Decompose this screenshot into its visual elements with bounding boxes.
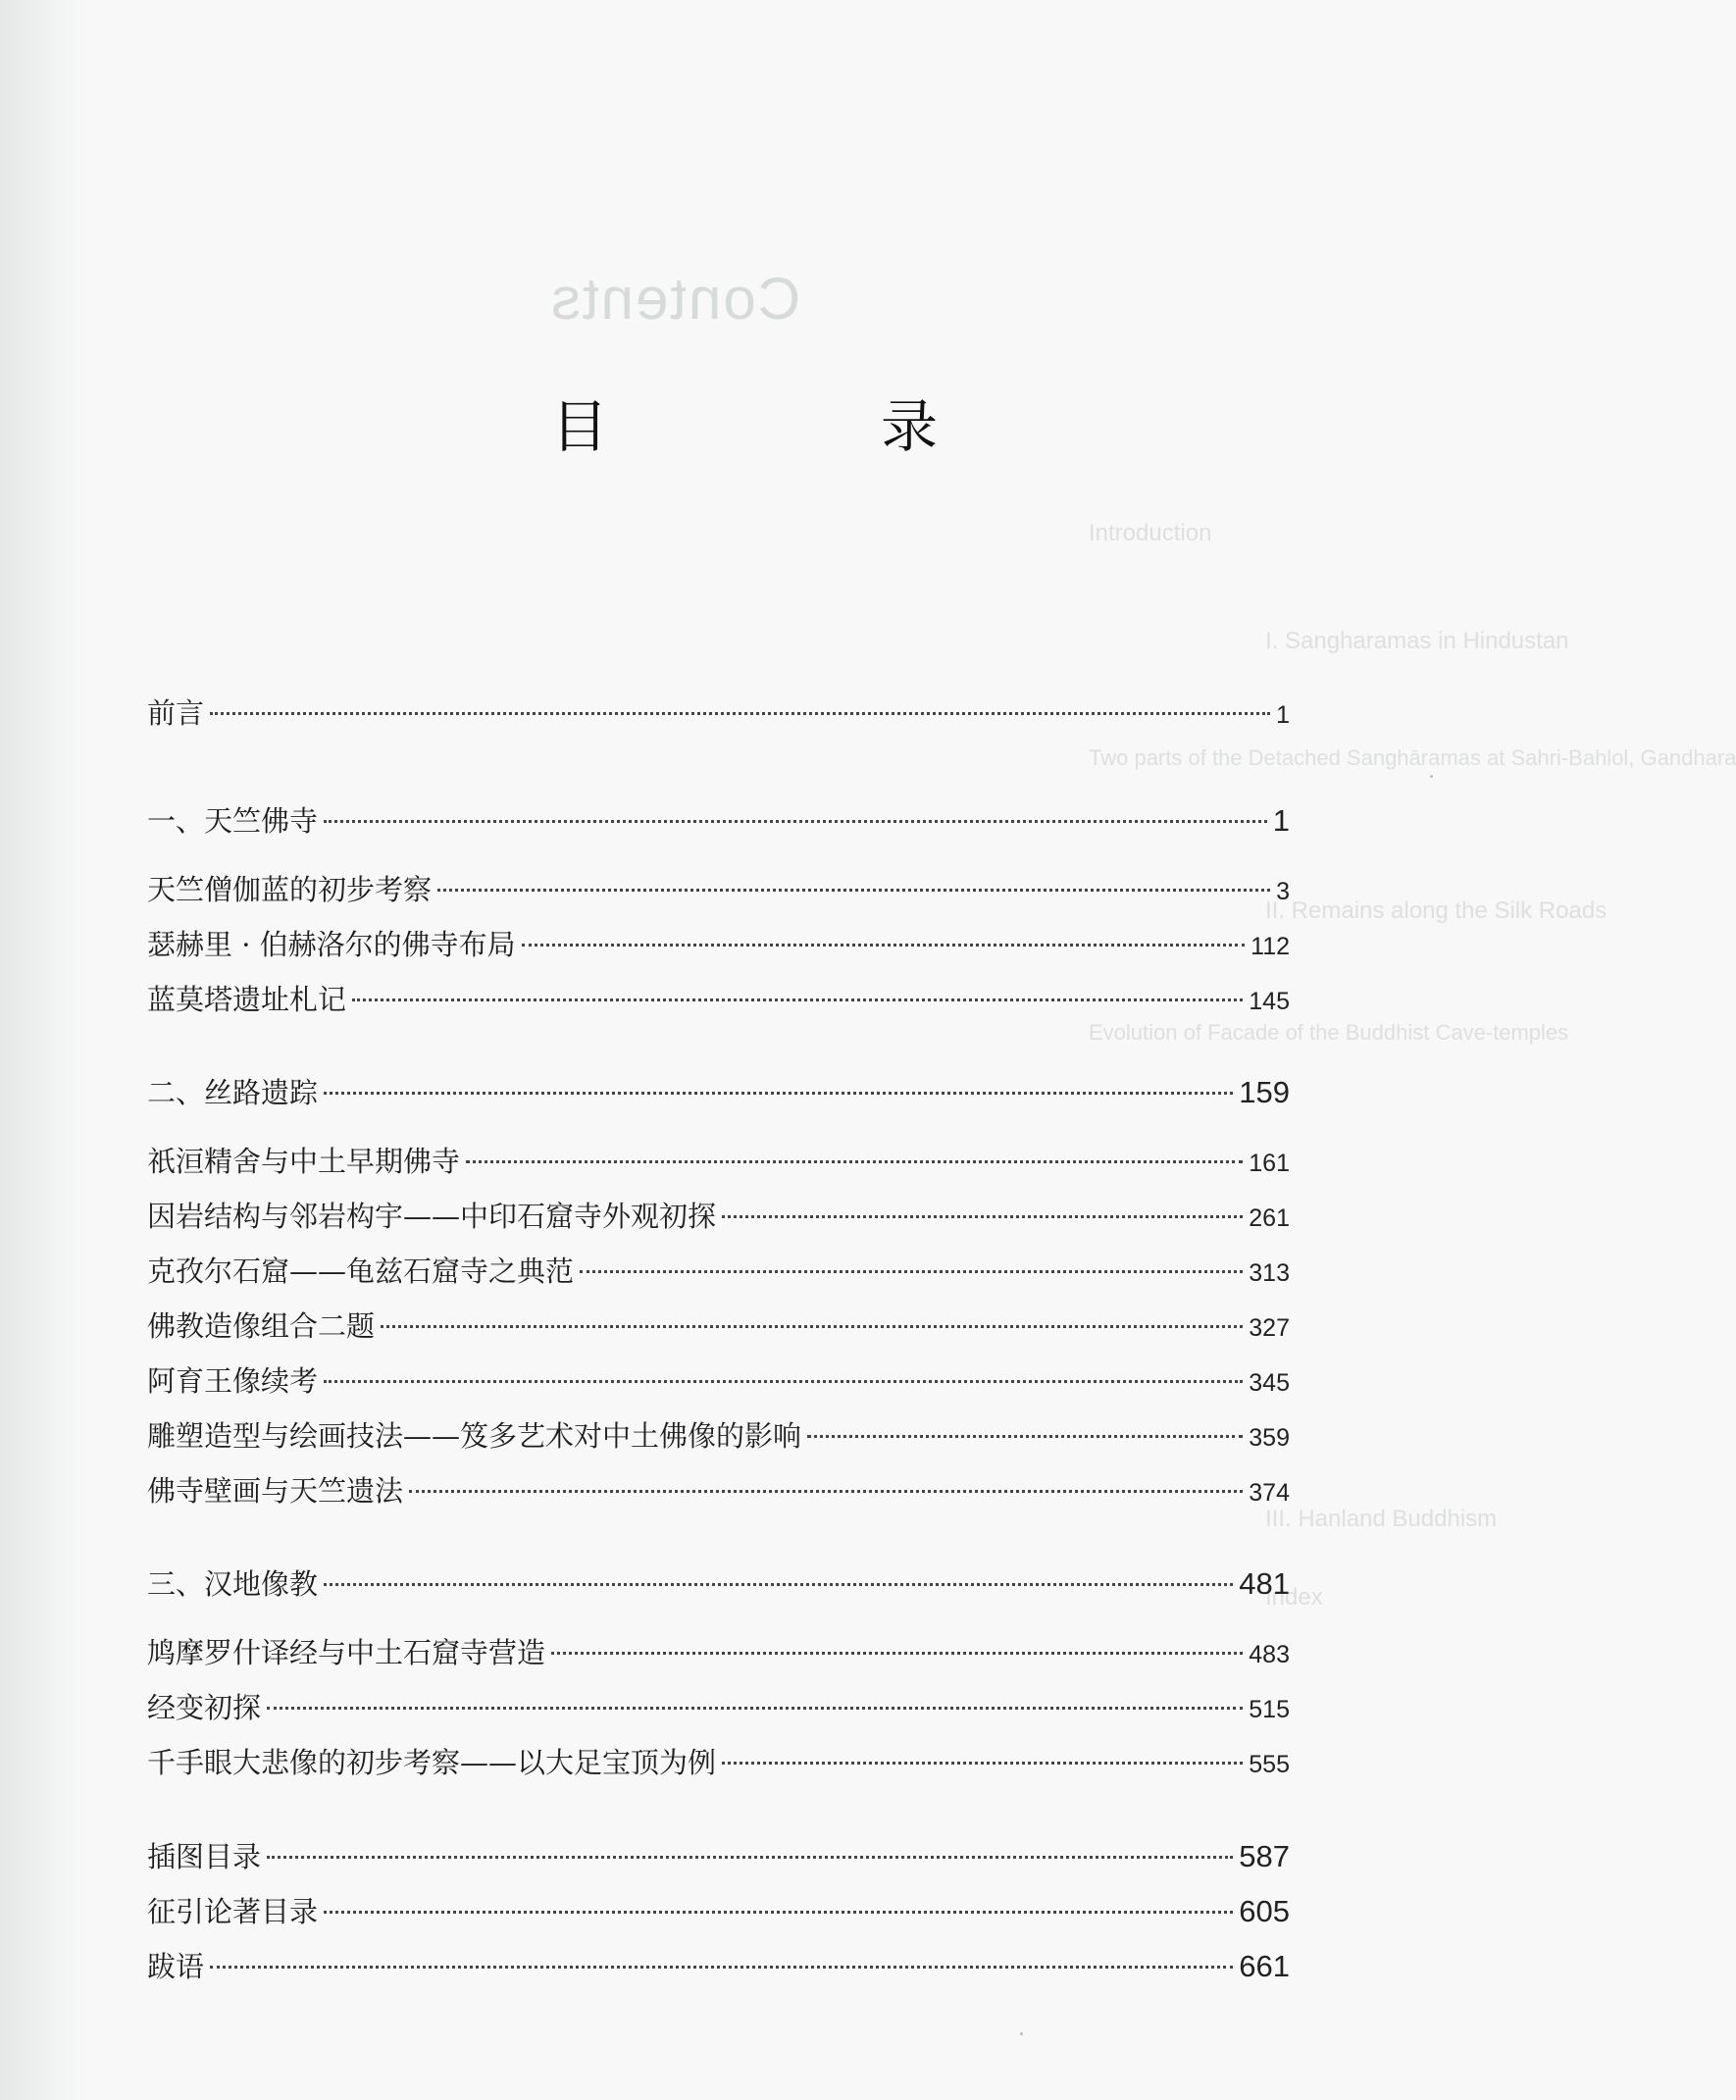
- toc-entry[interactable]: [147, 1631, 1290, 1671]
- bleed-line: III. Hanland Buddhism: [1265, 1506, 1498, 1532]
- toc-entry-label: 祇洹精舍与中土早期佛寺: [147, 1145, 461, 1178]
- toc-page-number: 483: [1249, 1641, 1290, 1668]
- bleed-line: Two parts of the Detached Sanghāramas at Sahri-Bahlol, Gandhara: [1089, 745, 1736, 770]
- page-title: 目 录: [550, 393, 1046, 460]
- toc-section-label: 二、丝路遗踪: [147, 1076, 319, 1109]
- toc-page-number: 159: [1239, 1075, 1290, 1109]
- leader-dots: [324, 1583, 1233, 1586]
- toc-page-number: 661: [1239, 1949, 1290, 1983]
- toc-entry-label: 鸠摩罗什译经与中土石窟寺营造: [147, 1636, 546, 1669]
- toc-section-label: 一、天竺佛寺: [147, 804, 319, 838]
- bleed-line: II. Remains along the Silk Roads: [1265, 897, 1608, 924]
- toc-page-number: 374: [1249, 1479, 1290, 1507]
- leader-dots: [324, 1092, 1233, 1095]
- toc-entry-label: 克孜尔石窟——龟兹石窟寺之典范: [147, 1255, 575, 1288]
- leader-dots: [722, 1762, 1243, 1765]
- toc-entry[interactable]: [147, 1359, 1290, 1400]
- toc-section-label: 三、汉地像教: [147, 1567, 319, 1601]
- toc-entry-bibliography[interactable]: [147, 1890, 1290, 1930]
- leader-dots: [352, 999, 1243, 1001]
- paper-speck: [1020, 2032, 1023, 2035]
- paper-speck: [1430, 775, 1433, 778]
- toc-section-2[interactable]: [147, 1071, 1290, 1111]
- bleed-line: I. Sangharamas in Hindustan: [1265, 628, 1569, 654]
- toc-page-number: 145: [1249, 988, 1290, 1015]
- leader-dots: [437, 889, 1270, 892]
- toc-entry[interactable]: [147, 1305, 1290, 1345]
- toc-entry-label: 征引论著目录: [147, 1895, 319, 1928]
- toc-entry[interactable]: [147, 1414, 1290, 1455]
- toc-page-number: 587: [1239, 1839, 1290, 1873]
- leader-dots: [409, 1490, 1243, 1493]
- toc-entry[interactable]: [147, 1741, 1290, 1781]
- toc-entry[interactable]: [147, 1195, 1290, 1235]
- ghost-heading: Contents: [549, 266, 801, 332]
- leader-dots: [580, 1270, 1243, 1273]
- toc-entry[interactable]: [147, 1686, 1290, 1726]
- toc-entry-label: 阿育王像续考: [147, 1364, 319, 1398]
- toc-entry-label: 雕塑造型与绘画技法——笈多艺术对中土佛像的影响: [147, 1419, 802, 1453]
- toc-entry[interactable]: [147, 923, 1290, 963]
- toc-entry[interactable]: [147, 868, 1290, 908]
- toc-entry-label: 天竺僧伽蓝的初步考察: [147, 873, 433, 906]
- toc-entry-label: 佛教造像组合二题: [147, 1309, 376, 1343]
- leader-dots: [522, 944, 1245, 947]
- toc-entry-preface[interactable]: [147, 691, 1290, 732]
- leader-dots: [210, 1966, 1233, 1969]
- leader-dots: [807, 1435, 1243, 1438]
- toc-entry-postscript[interactable]: [147, 1945, 1290, 1985]
- bleed-line: Introduction: [1089, 520, 1212, 546]
- toc-entry[interactable]: [147, 1469, 1290, 1510]
- toc-page-number: 515: [1249, 1696, 1290, 1723]
- toc-page-number: 359: [1249, 1424, 1290, 1452]
- toc-entry-label: 经变初探: [147, 1691, 262, 1724]
- toc-entry[interactable]: [147, 1250, 1290, 1290]
- toc-page-number: 345: [1249, 1369, 1290, 1397]
- toc-page-number: 1: [1272, 803, 1290, 838]
- toc-page-number: 555: [1249, 1751, 1290, 1778]
- toc-page-number: 1: [1276, 701, 1290, 729]
- toc-section-1[interactable]: [147, 799, 1290, 840]
- toc-entry-figures[interactable]: [147, 1835, 1290, 1875]
- leader-dots: [722, 1215, 1243, 1218]
- leader-dots: [324, 1380, 1243, 1383]
- toc-page-number: 327: [1249, 1314, 1290, 1342]
- leader-dots: [267, 1856, 1233, 1859]
- toc-entry[interactable]: [147, 978, 1290, 1018]
- toc-entry-label: 佛寺壁画与天竺遗法: [147, 1474, 404, 1508]
- toc-page-number: 261: [1249, 1204, 1290, 1232]
- toc-entry-label: 前言: [147, 696, 205, 730]
- leader-dots: [324, 820, 1267, 823]
- toc-entry-label: 插图目录: [147, 1840, 262, 1873]
- leader-dots: [210, 712, 1270, 715]
- toc-entry[interactable]: [147, 1140, 1290, 1180]
- toc-entry-label: 因岩结构与邻岩构宇——中印石窟寺外观初探: [147, 1200, 717, 1233]
- leader-dots: [381, 1325, 1243, 1328]
- toc-page-number: 481: [1239, 1566, 1290, 1601]
- toc-entry-label: 跋语: [147, 1950, 205, 1983]
- toc-page-number: 161: [1249, 1150, 1290, 1177]
- toc-entry-label: 蓝莫塔遗址札记: [147, 983, 347, 1016]
- toc-page-number: 112: [1251, 933, 1290, 960]
- bleed-line: Evolution of Facade of the Buddhist Cave-temples: [1089, 1020, 1569, 1045]
- toc-page-number: 3: [1276, 878, 1290, 905]
- leader-dots: [324, 1911, 1233, 1914]
- leader-dots: [466, 1160, 1243, 1163]
- toc-page-number: 313: [1249, 1259, 1290, 1287]
- toc-entry-label: 千手眼大悲像的初步考察——以大足宝顶为例: [147, 1746, 717, 1779]
- toc-page-number: 605: [1239, 1894, 1290, 1928]
- bleed-line: Index: [1265, 1584, 1323, 1611]
- leader-dots: [267, 1707, 1243, 1710]
- leader-dots: [551, 1652, 1243, 1655]
- toc-entry-label: 瑟赫里 · 伯赫洛尔的佛寺布局: [147, 928, 516, 961]
- toc-section-3[interactable]: [147, 1562, 1290, 1603]
